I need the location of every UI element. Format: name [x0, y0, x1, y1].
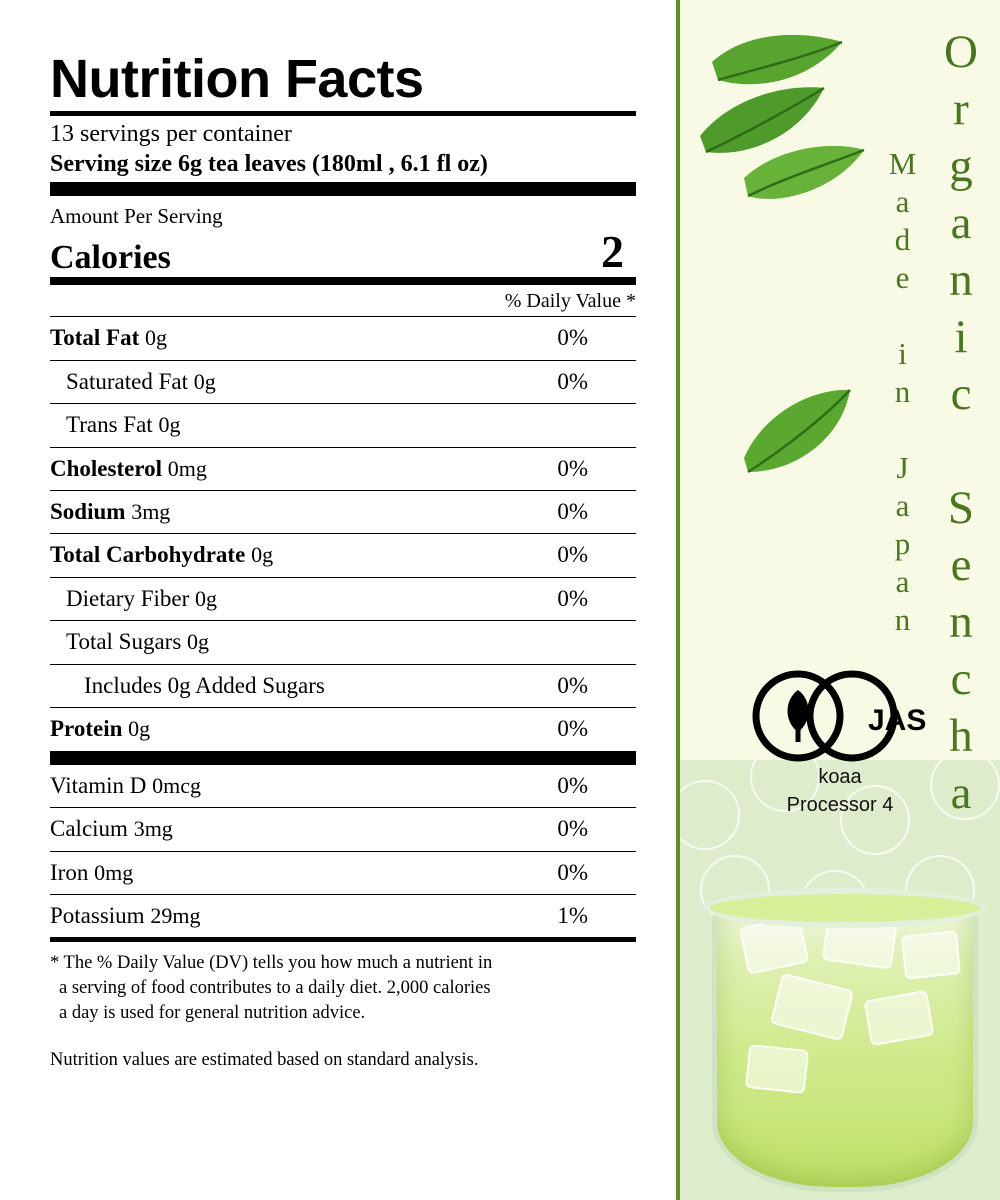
nutrient-dv: 0% — [557, 816, 588, 842]
nutrient-dv: 1% — [557, 902, 588, 928]
nutrient-dv: 0% — [557, 716, 588, 742]
nutrient-dv: 0% — [557, 368, 588, 394]
nutrient-row-added-sugars — [50, 665, 636, 707]
calories-value: 2 — [601, 226, 624, 278]
jas-logo-icon — [740, 670, 940, 762]
footnote-line-1: * The % Daily Value (DV) tells you how much a nutrient in — [50, 953, 493, 974]
calories-row — [50, 226, 636, 278]
rule-thick-1 — [50, 182, 636, 196]
analysis-note: Nutrition values are estimated based on standard analysis. — [50, 1050, 479, 1071]
nutrient-row-iron — [50, 852, 636, 894]
nutrient-dv: 0% — [557, 672, 588, 698]
nutrient-amount: 0mg — [167, 455, 207, 481]
nutrient-dv: 0% — [557, 772, 588, 798]
nutrient-label: Trans Fat — [66, 412, 153, 438]
nutrient-dv: 0% — [557, 542, 588, 568]
brand-title: Organic Sencha — [935, 26, 987, 824]
nutrient-row-trans-fat — [50, 404, 636, 446]
nutrient-amount: 0g — [195, 585, 218, 611]
rule-under-calories — [50, 277, 636, 285]
nutrient-amount: 0mg — [94, 859, 134, 885]
ice-cube — [745, 1044, 809, 1094]
jas-text: JAS — [868, 704, 927, 737]
calories-label: Calories — [50, 238, 171, 276]
nutrient-label: Total Carbohydrate — [50, 542, 246, 568]
nutrient-amount: 0g — [187, 629, 210, 655]
nutrient-row-cholesterol — [50, 448, 636, 490]
nutrient-row-sodium — [50, 491, 636, 533]
daily-value-header: % Daily Value * — [504, 290, 636, 313]
brand-subtitle: Made in Japan — [885, 146, 920, 640]
nutrient-label: Calcium — [50, 816, 128, 842]
jas-certification-block — [680, 670, 1000, 818]
nutrient-label: Saturated Fat — [66, 368, 188, 394]
nutrient-row-total-fat — [50, 317, 636, 359]
nutrient-amount: 0g — [158, 412, 181, 438]
nutrient-label: Dietary Fiber — [66, 585, 190, 611]
nutrient-row-vitamin-d — [50, 765, 636, 807]
nutrient-label: Protein — [50, 716, 123, 742]
nutrient-label: Cholesterol — [50, 455, 163, 481]
glass-body — [712, 902, 978, 1192]
nutrient-dv: 0% — [557, 499, 588, 525]
nutrient-amount: 0g — [128, 716, 151, 742]
footnote-line-2: a serving of food contributes to a daily diet. 2,000 calories — [59, 978, 491, 999]
nutrient-dv: 0% — [557, 455, 588, 481]
nutrient-row-saturated-fat — [50, 361, 636, 403]
nutrient-label: Includes 0g Added Sugars — [84, 672, 325, 698]
nutrient-row-calcium — [50, 808, 636, 850]
footnote-line-3: a day is used for general nutrition advice. — [59, 1003, 366, 1024]
nutrient-row-potassium — [50, 895, 636, 937]
nutrient-dv: 0% — [557, 325, 588, 351]
nutrient-label: Vitamin D — [50, 772, 147, 798]
nutrient-amount: 3mg — [133, 816, 173, 842]
ice-cube — [901, 930, 961, 980]
serving-size: Serving size 6g tea leaves (180ml , 6.1 fl oz) — [50, 151, 488, 178]
nutrient-row-dietary-fiber — [50, 578, 636, 620]
ice-cube — [770, 973, 854, 1041]
tea-leaf-icon — [738, 380, 858, 490]
nutrient-row-protein — [50, 708, 636, 750]
glass-rim — [704, 888, 986, 928]
nutrient-row-total-sugars — [50, 621, 636, 663]
rule-thick-2 — [50, 751, 636, 765]
nutrition-facts-inner — [50, 49, 636, 1073]
ice-cube — [863, 990, 934, 1046]
nutrient-amount: 29mg — [150, 902, 201, 928]
nutrient-dv: 0% — [557, 859, 588, 885]
nutrient-label: Iron — [50, 859, 89, 885]
nutrient-label: Total Fat — [50, 325, 140, 351]
nutrient-dv: 0% — [557, 585, 588, 611]
iced-tea-glass-photo — [694, 870, 994, 1200]
jas-certifier: koaa — [818, 766, 862, 788]
amount-per-serving: Amount Per Serving — [50, 204, 223, 229]
nutrient-label: Sodium — [50, 499, 126, 525]
daily-value-footnote — [50, 942, 636, 1026]
brand-label-panel — [676, 0, 1000, 1200]
nutrient-label: Potassium — [50, 902, 145, 928]
jas-processor: Processor 4 — [786, 794, 894, 816]
nutrition-title: Nutrition Facts — [50, 49, 424, 109]
nutrient-amount: 0g — [145, 325, 167, 351]
nutrient-label: Total Sugars — [66, 629, 182, 655]
nutrient-amount: 0g — [193, 368, 216, 394]
nutrient-row-total-carbohydrate — [50, 534, 636, 576]
tea-leaf-icon — [692, 18, 892, 248]
nutrient-amount: 0mcg — [152, 772, 201, 798]
servings-per-container: 13 servings per container — [50, 121, 292, 148]
nutrient-amount: 0g — [251, 542, 274, 568]
nutrient-amount: 3mg — [131, 499, 171, 525]
